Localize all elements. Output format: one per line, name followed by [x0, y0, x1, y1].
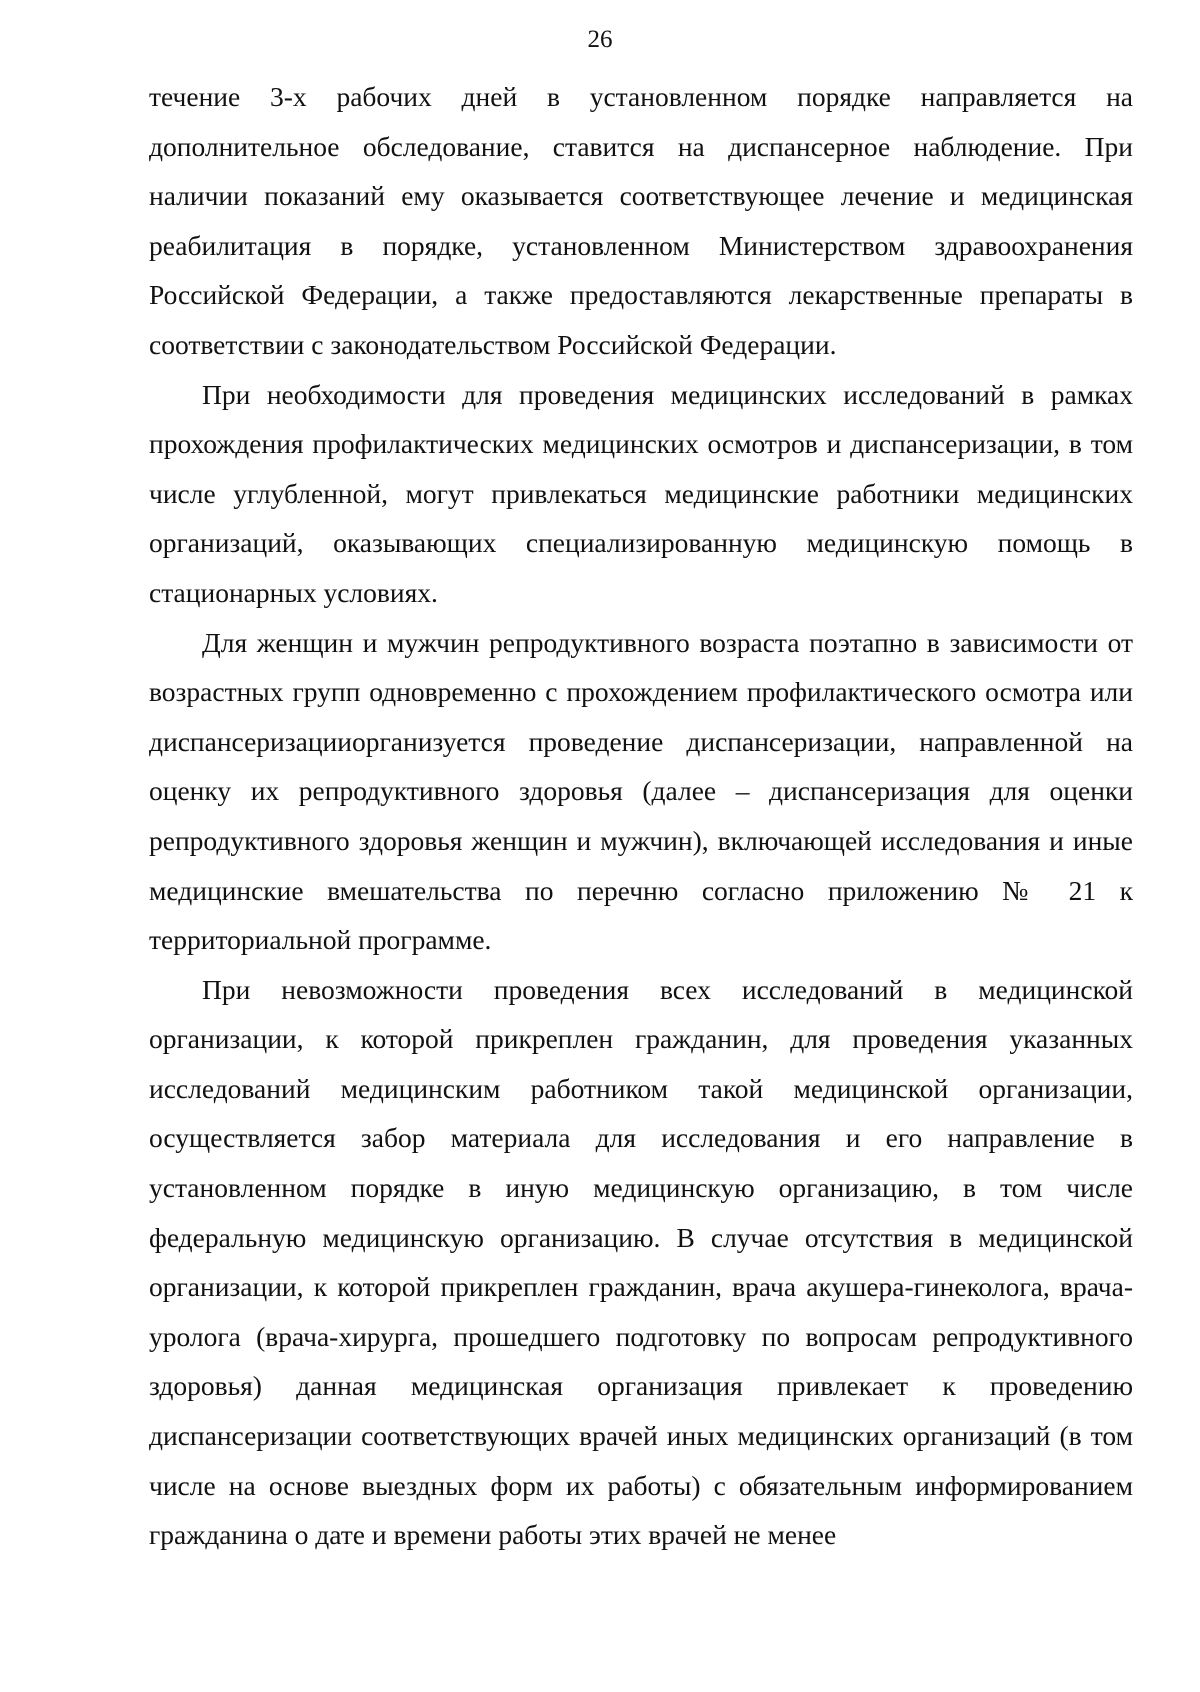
paragraph-reproductive-health: Для женщин и мужчин репродуктивного возраста поэтапно в зависимости от возрастных групп одновременно с прохождением профилактического осмотра или диспансеризацииорганизуется проведение диспансеризации, направленной на оценку их репродуктивного здоровья (далее – диспансеризация для оценки репродуктивного здоровья женщин и мужчин), включающей исследования и иные медицинские вмешательства по перечню согласно приложению № 21 к территориальной программе.	[149, 626, 1133, 956]
paragraph-continuation: течение 3-х рабочих дней в установленном порядке направляется на дополнительное обследование, ставится на диспансерное наблюдение. При наличии показаний ему оказывается соответствующее лечение и медицинская реабилитация в порядке, установленном Министерством здравоохранения Российской Федерации, а также предоставляются лекарственные препараты в соответствии с законодательством Российской Федерации.	[149, 81, 1133, 360]
paragraph-research-referral: При невозможности проведения всех исследований в медицинской организации, к которой прикреплен гражданин, для проведения указанных исследований медицинским работником такой медицинской организации, осуществляется забор материала для исследования и его направление в установленном порядке в иную медицинскую организацию, в том числе федеральную медицинскую организацию. В случае отсутствия в медицинской организации, к которой прикреплен гражданин, врача акушера-гинеколога, врача-уролога (врача-хирурга, прошедшего подготовку по вопросам репродуктивного здоровья) данная медицинская организация привлекает к проведению диспансеризации соответствующих врачей иных медицинских организаций (в том числе на основе выездных форм их работы) с обязательным информированием гражданина о дате и времени работы этих врачей не менее	[149, 973, 1133, 1551]
page-number: 26	[587, 26, 613, 53]
paragraph-medical-workers: При необходимости для проведения медицинских исследований в рамках прохождения профилактических медицинских осмотров и диспансеризации, в том числе углубленной, могут привлекаться медицинские работники медицинских организаций, оказывающих специализированную медицинскую помощь в стационарных условиях.	[149, 378, 1133, 608]
document-body	[149, 72, 1133, 1560]
